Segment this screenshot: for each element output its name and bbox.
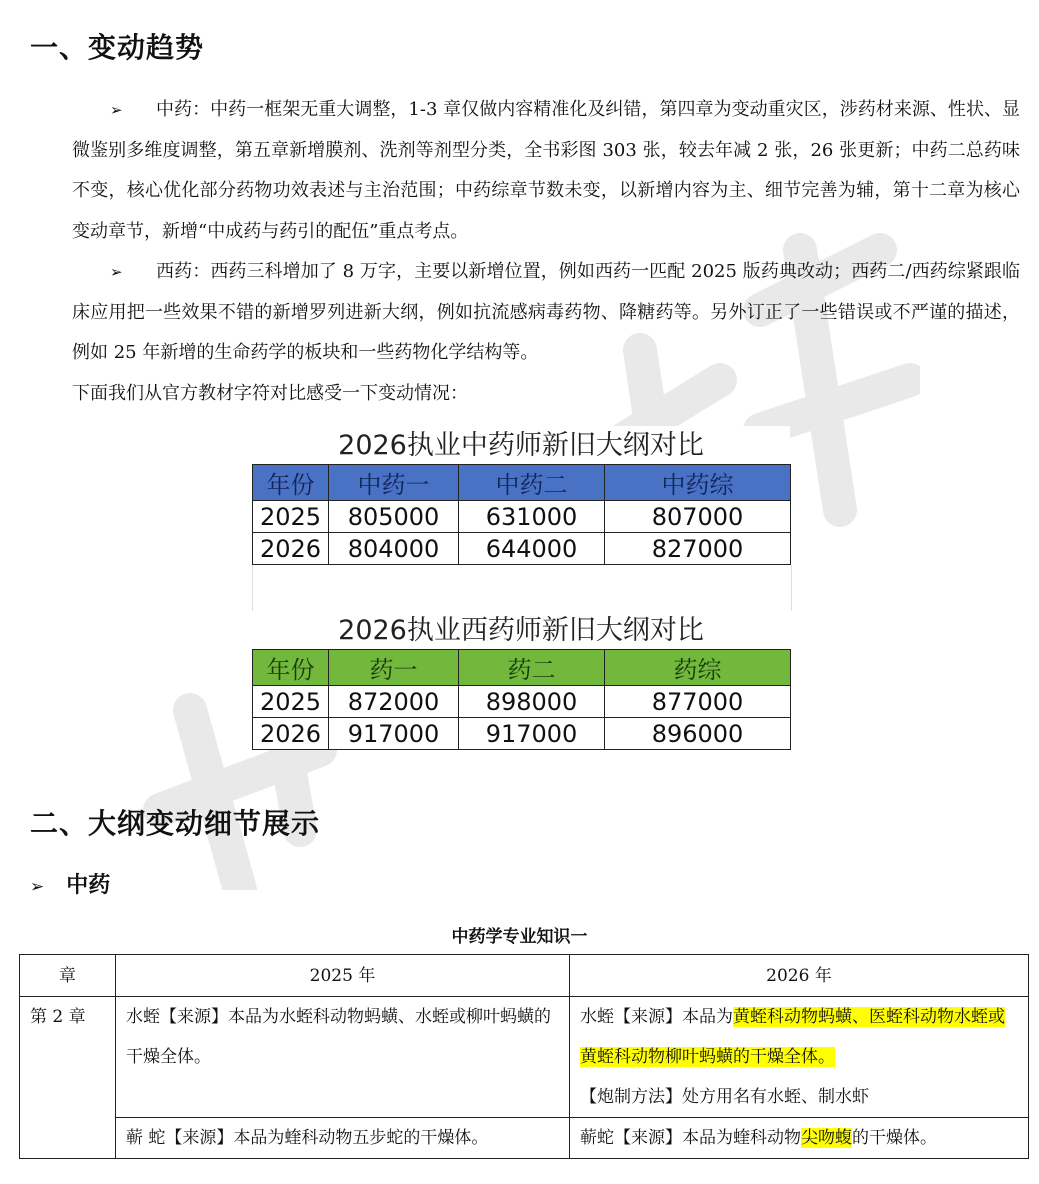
table-row: [253, 533, 791, 565]
tcm-word-count-table: [252, 464, 791, 565]
table-cell: 2025: [253, 501, 329, 533]
subsection-title: 中药: [66, 873, 111, 898]
header-cell: 药综: [605, 650, 791, 686]
old-text-cell: 水蛭【来源】本品为水蛭科动物蚂蟥、水蛭或柳叶蚂蟥的干燥全体。: [116, 997, 570, 1118]
subsection-heading: [30, 868, 110, 899]
header-cell: 药二: [459, 650, 605, 686]
bullet-arrow-icon: ➢: [110, 101, 123, 119]
intro-line: 下面我们从官方教材字符对比感受一下变动情况：: [72, 383, 468, 404]
western-med-paragraph: [72, 252, 1020, 374]
header-cell: 中药一: [329, 465, 459, 501]
bullet-arrow-icon: ➢: [110, 263, 123, 281]
header-cell: 年份: [253, 465, 329, 501]
tcm-paragraph-text: 中药：中药一框架无重大调整，1-3 章仅做内容精准化及纠错，第四章为变动重灾区，涉药材来源、性状、显微鉴别多维度调整，第五章新增膜剂、洗剂等剂型分类，全书彩图 303 张，较去年减 2 张，26 张更新；中药二总药味不变，核心优化部分药物功效表述与主治范围；中药综章节数未变，以新增内容为主、细节完善为辅，第十二章为核心变动章节，新增“中成药与药引的配伍”重点考点。: [72, 99, 1020, 242]
table-row: [253, 718, 791, 750]
header-cell: 2026 年: [570, 955, 1029, 997]
tcm-table-title: 2026执业中药师新旧大纲对比: [338, 430, 704, 461]
header-cell: 药一: [329, 650, 459, 686]
table-cell: 2025: [253, 686, 329, 718]
tcm-paragraph: [72, 90, 1020, 252]
header-cell: 年份: [253, 650, 329, 686]
table-cell: 2026: [253, 533, 329, 565]
western-med-paragraph-text: 西药：西药三科增加了 8 万字，主要以新增位置，例如西药一匹配 2025 版药典改动；西药二/西药综紧跟临床应用把一些效果不错的新增罗列进新大纲，例如抗流感病毒药物、降糖药等。另外订正了一些错误或不严谨的描述，例如 25 年新增的生命药学的板块和一些药物化学结构等。: [72, 261, 1020, 363]
old-text-cell: 蕲 蛇【来源】本品为蝰科动物五步蛇的干燥体。: [116, 1118, 570, 1159]
section-2-heading: 二、大纲变动细节展示: [30, 807, 321, 840]
highlighted-text: 尖吻蝮: [801, 1128, 852, 1148]
table-row: [20, 997, 1029, 1118]
western-word-count-table: [252, 649, 791, 750]
header-cell: 章: [20, 955, 116, 997]
table-cell: 917000: [459, 718, 605, 750]
table-cell: 872000: [329, 686, 459, 718]
chapter-cell: 第 2 章: [20, 997, 116, 1159]
table-cell: 2026: [253, 718, 329, 750]
header-cell: 中药综: [605, 465, 791, 501]
table-row: [20, 1118, 1029, 1159]
table-caption: 中药学专业知识一: [451, 927, 588, 947]
table-header-row: [20, 955, 1029, 997]
table-cell: 877000: [605, 686, 791, 718]
new-text-cell: [570, 1118, 1029, 1159]
table-cell: 807000: [605, 501, 791, 533]
table-spacer: [252, 565, 792, 611]
new-text-suffix: 的干燥体。: [852, 1128, 937, 1148]
table-cell: 917000: [329, 718, 459, 750]
syllabus-compare-table: [19, 954, 1029, 1159]
comparison-image: [252, 426, 790, 750]
table-row: [253, 686, 791, 718]
highlighted-text: 黄蛭科动物蚂蟥、医蛭科动物水蛭或黄蛭科动物柳叶蚂蟥的干燥全体。: [580, 1007, 1005, 1067]
header-cell: 中药二: [459, 465, 605, 501]
table-cell: 804000: [329, 533, 459, 565]
table-row: [253, 501, 791, 533]
table-header-row: [253, 650, 791, 686]
new-text: 水蛭【来源】本品为: [580, 1007, 733, 1027]
table-cell: 898000: [459, 686, 605, 718]
western-table-title: 2026执业西药师新旧大纲对比: [338, 615, 704, 646]
table-cell: 805000: [329, 501, 459, 533]
new-text-cell: [570, 997, 1029, 1118]
table-cell: 631000: [459, 501, 605, 533]
new-text: 蕲蛇【来源】本品为蝰科动物: [580, 1128, 801, 1148]
section-1-heading: 一、变动趋势: [30, 31, 205, 64]
table-cell: 644000: [459, 533, 605, 565]
header-cell: 2025 年: [116, 955, 570, 997]
bullet-arrow-icon: ➢: [30, 877, 45, 897]
table-header-row: [253, 465, 791, 501]
table-cell: 827000: [605, 533, 791, 565]
new-text-extra: 【炮制方法】处方用名有水蛭、制水虾: [580, 1087, 869, 1107]
table-cell: 896000: [605, 718, 791, 750]
